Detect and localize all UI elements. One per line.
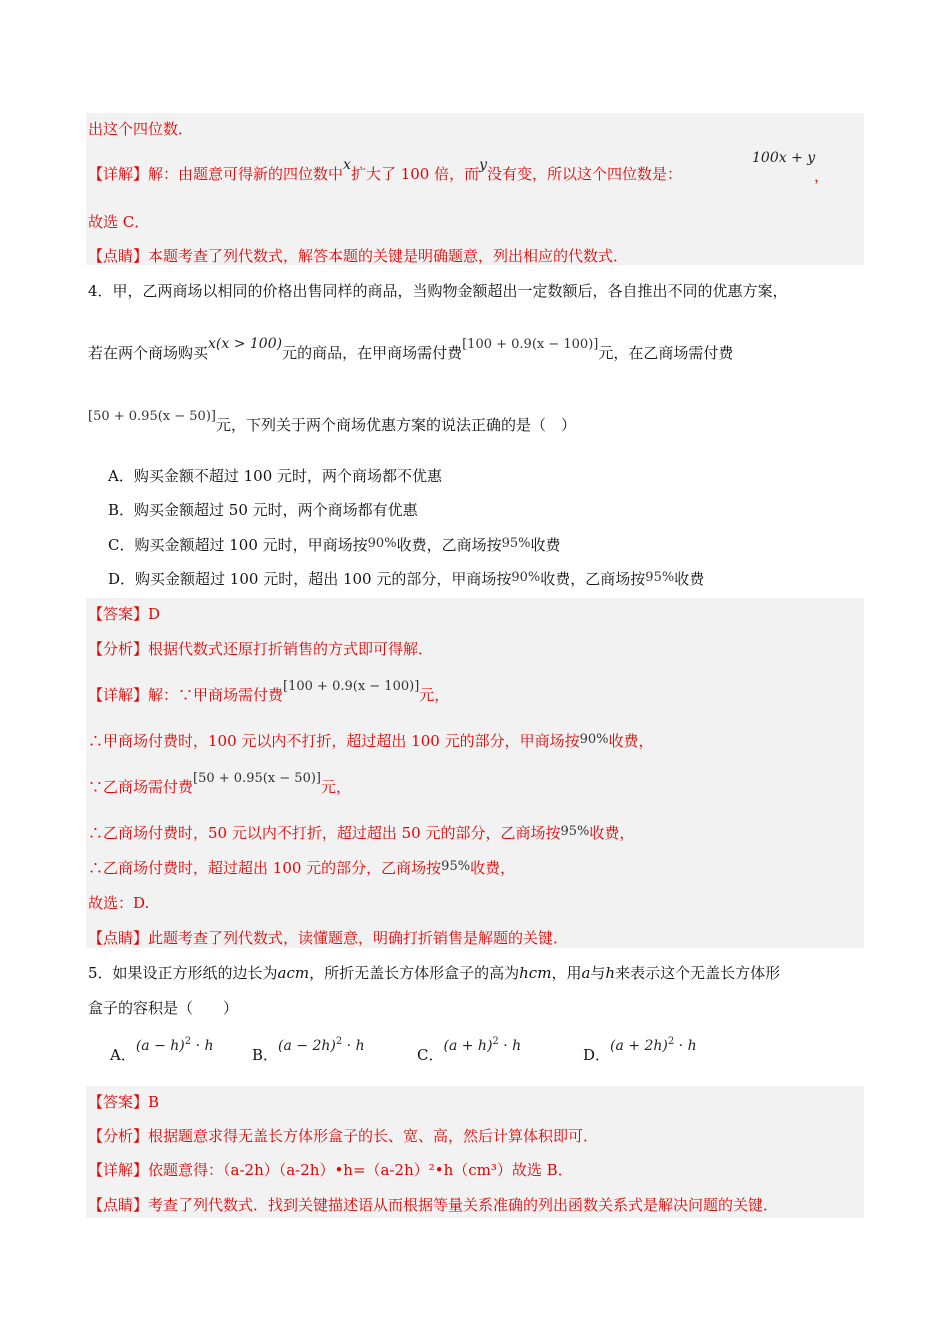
q5-option-d-expr: (a + 2h) — [610, 1038, 668, 1054]
q5-option-c-label: C． — [417, 1046, 444, 1064]
q3-choice: 故选 C． — [88, 213, 150, 231]
q4-detail-5 — [88, 857, 515, 878]
q5-option-a — [110, 1036, 214, 1065]
q4-stem-line1: 4．甲，乙两商场以相同的价格出售同样的商品，当购物金额超出一定数额后，各自推出不同的优惠方案， — [88, 282, 788, 300]
q5-detail — [88, 1159, 573, 1180]
q4-detail-1b: 元， — [419, 686, 450, 704]
q3-answer-block — [86, 113, 864, 265]
q4-detail-5b: 收费， — [470, 859, 516, 877]
q4-option-d-pct2: 95% — [645, 570, 675, 585]
q4-stem2-c: 元，在乙商场需付费 — [598, 344, 734, 362]
q4-detail-3 — [88, 771, 351, 797]
q5-option-a-expr: (a − h) — [135, 1038, 185, 1054]
q4-option-d-text2: 收费，乙商场按 — [540, 570, 646, 588]
q3-var-x: x — [343, 157, 351, 173]
q4-expr-jia: [100 + 0.9(x − 100)] — [462, 337, 599, 352]
q3-comment — [88, 245, 628, 266]
q5-option-c-tail: · h — [498, 1038, 522, 1054]
q5-analysis-label: 【分析】 — [88, 1127, 149, 1145]
q4-detail-5a: ∴乙商场付费时，超过超出 100 元的部分，乙商场按 — [88, 859, 442, 877]
q4-detail-4 — [88, 822, 634, 843]
q3-answer-comma: ， — [814, 167, 830, 185]
q5-detail-text: 依题意得：（a-2h）（a-2h）•h=（a-2h）²•h（cm³）故选 B． — [148, 1161, 573, 1179]
q4-detail-2a: ∴甲商场付费时，100 元以内不打折，超过超出 100 元的部分，甲商场按 — [88, 732, 580, 750]
q4-detail-2 — [88, 730, 654, 751]
q4-detail-1 — [88, 679, 450, 705]
q4-detail-5-pct: 95% — [441, 859, 471, 874]
q3-detail — [88, 157, 683, 184]
q5-option-c-sq: 2 — [492, 1036, 499, 1047]
q4-option-d-pct1: 90% — [511, 570, 541, 585]
q5-hcm: hcm — [519, 964, 552, 982]
q5-stem-line2: 盒子的容积是（ ） — [88, 999, 239, 1017]
q5-option-d — [583, 1036, 697, 1065]
q4-option-c-text2: 收费，乙商场按 — [396, 536, 502, 554]
q5-stem1c: ，用 — [551, 964, 582, 982]
q4-analysis — [88, 638, 433, 659]
q4-option-c — [108, 534, 561, 555]
q5-stem1a: 5．如果设正方形纸的边长为 — [88, 964, 278, 982]
q5-stem-line1 — [88, 962, 780, 983]
q3-comment-label: 【点睛】 — [88, 247, 149, 265]
q3-detail-text-b: 扩大了 100 倍，而 — [350, 165, 480, 183]
q5-option-c — [417, 1036, 522, 1065]
q4-stem2-b: 元的商品，在甲商场需付费 — [282, 344, 463, 362]
q5-acm: acm — [277, 964, 310, 982]
q5-option-c-expr: (a + h) — [443, 1038, 493, 1054]
q5-stem1e: 来表示这个无盖长方体形 — [615, 964, 781, 982]
q5-answer — [88, 1091, 159, 1112]
q4-answer-label: 【答案】 — [88, 605, 149, 623]
q4-option-c-text1: C．购买金额超过 100 元时，甲商场按 — [108, 536, 368, 554]
q5-option-d-label: D． — [583, 1046, 611, 1064]
q4-expr-buy: x(x > 100) — [208, 336, 283, 352]
q5-option-a-sq: 2 — [184, 1036, 192, 1047]
q5-option-b — [252, 1036, 365, 1065]
q4-comment-label: 【点睛】 — [88, 929, 149, 947]
q4-detail-2b: 收费， — [608, 732, 654, 750]
q4-detail-1-expr: [100 + 0.9(x − 100)] — [283, 679, 420, 694]
q4-option-b: B．购买金额超过 50 元时，两个商场都有优惠 — [108, 501, 418, 519]
q5-analysis — [88, 1125, 598, 1146]
q4-option-c-pct1: 90% — [367, 536, 397, 551]
q5-comment-label: 【点睛】 — [88, 1196, 149, 1214]
q3-detail-text-a: 解：由题意可得新的四位数中 — [148, 165, 344, 183]
q5-option-a-label: A． — [110, 1046, 136, 1064]
q5-option-d-tail: · h — [674, 1038, 697, 1054]
q4-option-d — [108, 568, 704, 589]
q5-stem1b: ，所折无盖长方体形盒子的高为 — [309, 964, 520, 982]
q4-comment — [88, 927, 568, 948]
q4-option-c-text3: 收费 — [530, 536, 561, 554]
q5-var-h: h — [605, 964, 616, 982]
q3-comment-text: 本题考查了列代数式，解答本题的关键是明确题意，列出相应的代数式． — [148, 247, 629, 265]
q4-detail-2-pct: 90% — [579, 732, 609, 747]
q4-detail-4b: 收费， — [589, 824, 635, 842]
q4-detail-4a: ∴乙商场付费时，50 元以内不打折，超过超出 50 元的部分，乙商场按 — [88, 824, 561, 842]
q4-detail-1a: 解：∵甲商场需付费 — [148, 686, 284, 704]
q5-stem1d: 与 — [590, 964, 606, 982]
q4-detail-3b: 元， — [320, 778, 351, 796]
q4-detail-label: 【详解】 — [88, 686, 149, 704]
q4-stem-line2 — [88, 336, 734, 363]
q4-stem2-a: 若在两个商场购买 — [88, 344, 209, 362]
q4-analysis-label: 【分析】 — [88, 640, 149, 658]
q3-detail-text-c: 没有变，所以这个四位数是： — [487, 165, 683, 183]
q4-stem-line3 — [88, 409, 576, 435]
q5-answer-label: 【答案】 — [88, 1093, 149, 1111]
q5-option-b-tail: · h — [342, 1038, 365, 1054]
q3-stem-tail: 出这个四位数． — [88, 120, 194, 138]
q4-option-c-pct2: 95% — [501, 536, 531, 551]
q4-choice: 故选：D. — [88, 894, 150, 912]
q4-answer — [88, 603, 160, 624]
q4-detail-3-expr: [50 + 0.95(x − 50)] — [193, 771, 321, 786]
q3-answer-expression: 100x + y — [752, 150, 816, 166]
q5-option-a-tail: · h — [191, 1038, 214, 1054]
q5-comment — [88, 1194, 778, 1215]
q4-answer-value: D — [148, 605, 161, 623]
q5-analysis-text: 根据题意求得无盖长方体形盒子的长、宽、高，然后计算体积即可． — [148, 1127, 599, 1145]
q3-var-y: y — [479, 157, 488, 173]
q4-stem3: 元，下列关于两个商场优惠方案的说法正确的是（ ） — [215, 416, 576, 434]
q5-detail-label: 【详解】 — [88, 1161, 149, 1179]
q4-option-a: A．购买金额不超过 100 元时，两个商场都不优惠 — [108, 467, 443, 485]
q4-detail-4-pct: 95% — [560, 824, 590, 839]
q4-expr-yi: [50 + 0.95(x − 50)] — [88, 409, 216, 424]
q5-option-b-expr: (a − 2h) — [278, 1038, 336, 1054]
q5-option-d-sq: 2 — [667, 1036, 675, 1047]
q5-answer-value: B — [148, 1093, 160, 1111]
q5-var-a: a — [581, 964, 591, 982]
q5-comment-text: 考查了列代数式．找到关键描述语从而根据等量关系准确的列出函数关系式是解决问题的关键． — [148, 1196, 779, 1214]
q3-detail-label: 【详解】 — [88, 165, 149, 183]
q4-comment-text: 此题考查了列代数式，读懂题意，明确打折销售是解题的关键． — [148, 929, 569, 947]
q5-option-b-sq: 2 — [335, 1036, 343, 1047]
q4-option-d-text3: 收费 — [674, 570, 705, 588]
q4-detail-3a: ∵乙商场需付费 — [88, 778, 194, 796]
q4-analysis-text: 根据代数式还原打折销售的方式即可得解． — [148, 640, 434, 658]
q4-option-d-text1: D．购买金额超过 100 元时，超出 100 元的部分，甲商场按 — [108, 570, 512, 588]
q5-option-b-label: B． — [252, 1046, 279, 1064]
